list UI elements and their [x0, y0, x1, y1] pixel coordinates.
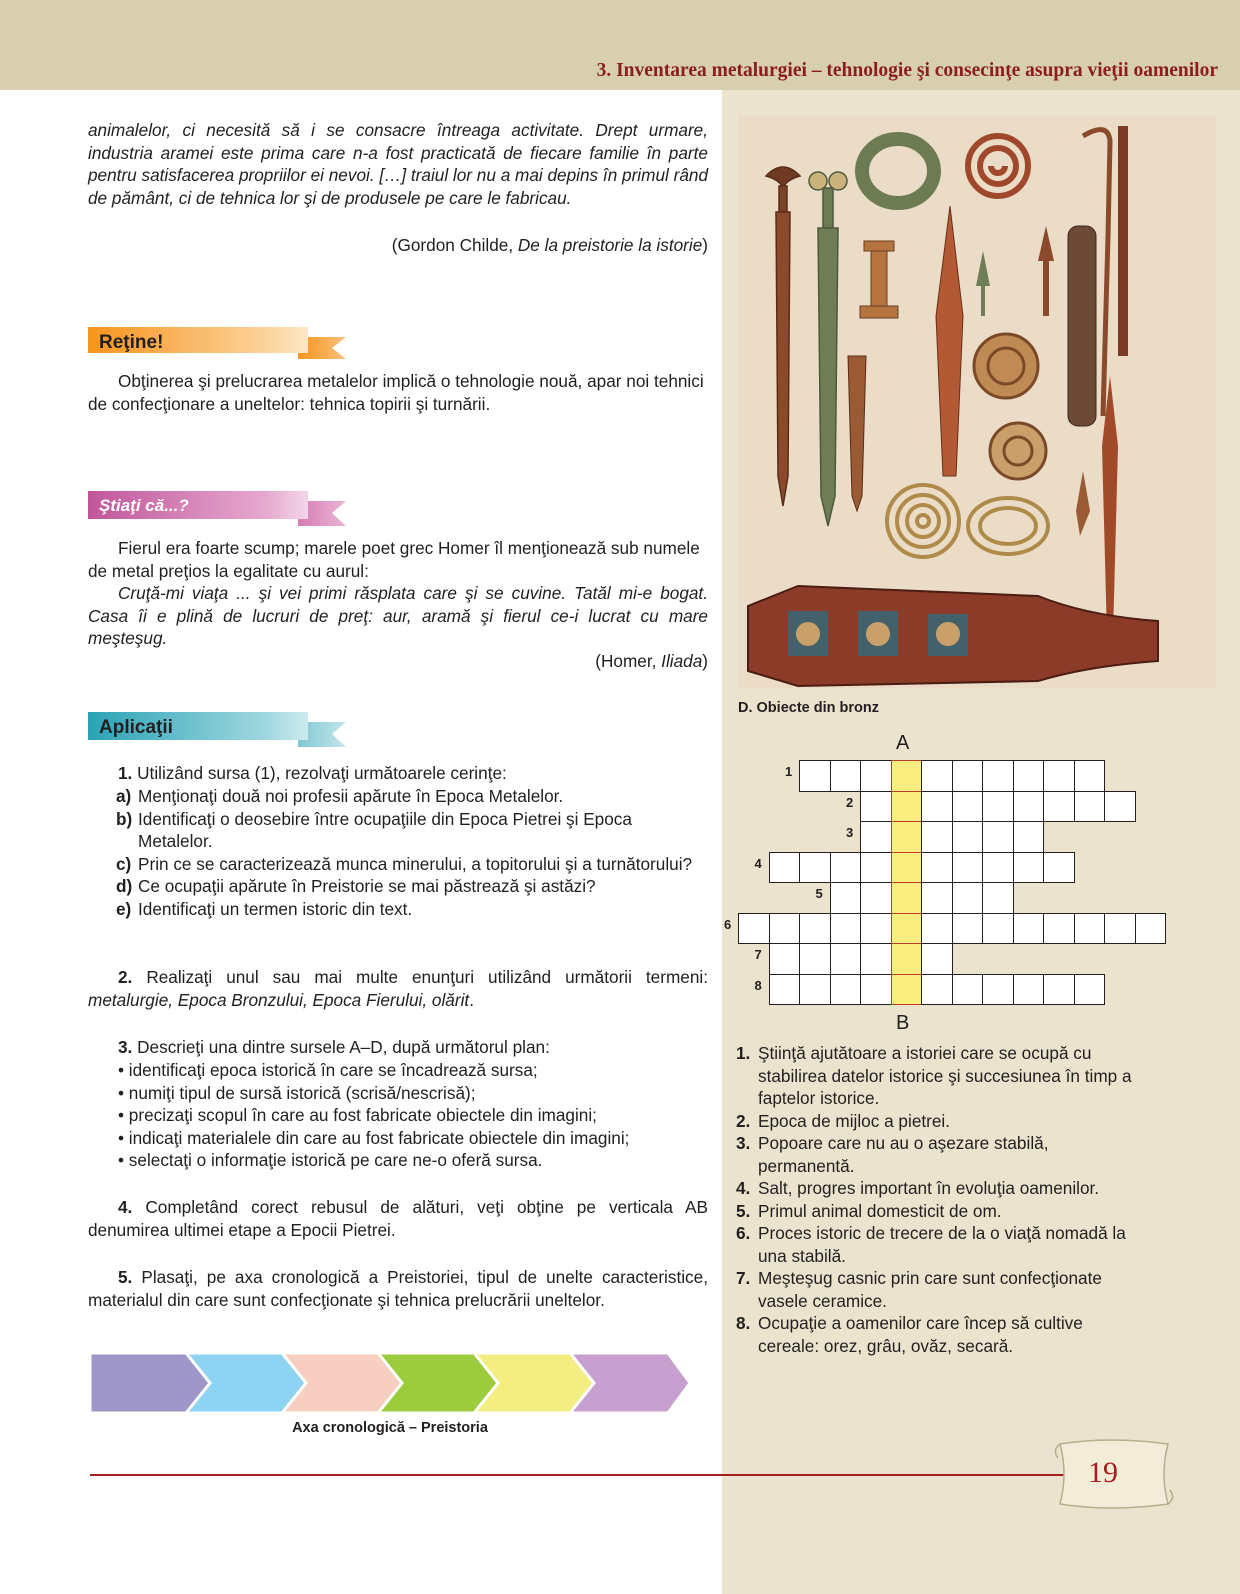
- crossword-cell[interactable]: [952, 913, 984, 945]
- clue-number: 1.: [736, 1043, 751, 1063]
- plan-bullet: • indicaţi materialele din care au fost fabricate obiectele din imagini;: [118, 1127, 630, 1148]
- crossword-cell[interactable]: [921, 821, 953, 853]
- crossword-cell[interactable]: [982, 852, 1014, 884]
- crossword-cell[interactable]: [982, 791, 1014, 823]
- question-4: 4. Completând corect rebusul de alături, veţi obţine pe verticala AB denumirea ultimei etape a Epocii Pietrei.: [88, 1197, 708, 1240]
- crossword-cell[interactable]: [1013, 974, 1045, 1006]
- crossword-clue: [736, 1312, 1146, 1357]
- crossword-cell[interactable]: [1013, 913, 1045, 945]
- crossword-row-number: 5: [815, 886, 823, 901]
- item-text: Ce ocupaţii apărute în Preistorie se mai păstrează şi astăzi?: [138, 876, 596, 896]
- crossword-cell[interactable]: [830, 760, 862, 792]
- item-letter: d): [116, 876, 133, 896]
- stiati-quote: Cruţă-mi viaţa ... şi vei primi răsplata care şi se cuvine. Tatăl mi-e bogat. Casa îi e plină de lucruri de preţ: aur, aramă şi fierul ce-i lucrat cu mare meşteşug.: [88, 583, 708, 648]
- clue-number: 7.: [736, 1268, 751, 1288]
- timeline-arrows: [90, 1353, 700, 1415]
- question-5: 5. Plasaţi, pe axa cronologică a Preistoriei, tipul de unelte caracteristice, materialul din care sunt confecţionate şi tehnica prelucrării uneltelor.: [88, 1267, 708, 1310]
- item-text: Identificaţi un termen istoric din text.: [138, 898, 413, 919]
- crossword-cell[interactable]: [1013, 760, 1045, 792]
- crossword-cell[interactable]: [1104, 913, 1136, 945]
- crossword-row-number: 7: [754, 947, 762, 962]
- clue-text: Proces istoric de trecere de la o viaţă nomadă la una stabilă.: [758, 1223, 1126, 1266]
- question-1-item: [88, 875, 708, 898]
- clue-number: 3.: [736, 1133, 751, 1153]
- crossword-cell[interactable]: [1074, 760, 1106, 792]
- crossword-cell[interactable]: [769, 913, 801, 945]
- crossword-cell[interactable]: [921, 882, 953, 914]
- crossword-label-b: B: [896, 1012, 910, 1034]
- item-letter: b): [116, 808, 133, 829]
- crossword-clue: [736, 1042, 1146, 1110]
- crossword-cell[interactable]: [952, 821, 984, 853]
- crossword-cell[interactable]: [830, 882, 862, 914]
- crossword-label-a: A: [896, 732, 910, 754]
- stiati-source: (Homer, Iliada): [595, 651, 708, 671]
- question-1-item: [88, 808, 708, 853]
- crossword-cell[interactable]: [921, 760, 953, 792]
- clue-number: 4.: [736, 1178, 751, 1198]
- item-text: Prin ce se caracterizează munca minerului, a topitorului şi a turnătorului?: [138, 853, 693, 874]
- crossword-cell[interactable]: [769, 943, 801, 975]
- crossword-cell[interactable]: [860, 821, 892, 853]
- plan-bullet: • identificaţi epoca istorică în care se încadrează sursa;: [118, 1060, 538, 1080]
- crossword-key-cell[interactable]: [891, 821, 923, 853]
- crossword-cell[interactable]: [769, 974, 801, 1006]
- crossword-clue: [736, 1177, 1146, 1200]
- chapter-title: 3. Inventarea metalurgiei – tehnologie şi consecinţe asupra vieţii oamenilor: [596, 60, 1218, 81]
- plan-bullet: • numiţi tipul de sursă istorică (scrisă/nescrisă);: [118, 1082, 476, 1103]
- crossword-cell[interactable]: [1135, 913, 1167, 945]
- crossword-cell[interactable]: [952, 760, 984, 792]
- crossword-cell[interactable]: [921, 913, 953, 945]
- crossword-cell[interactable]: [1104, 791, 1136, 823]
- clue-text: Ocupaţie a oamenilor care încep să cultive cereale: orez, grâu, ovăz, secară.: [758, 1313, 1083, 1356]
- clue-text: Epoca de mijloc a pietrei.: [758, 1110, 951, 1131]
- illustration-caption: D. Obiecte din bronz: [738, 700, 879, 716]
- crossword-cell[interactable]: [952, 791, 984, 823]
- plan-bullet: • precizaţi scopul în care au fost fabricate obiectele din imagini;: [118, 1105, 597, 1125]
- crossword-cell[interactable]: [738, 913, 770, 945]
- crossword-cell[interactable]: [799, 852, 831, 884]
- crossword-cell[interactable]: [921, 791, 953, 823]
- crossword-row-number: 1: [785, 764, 793, 779]
- crossword-clue: [736, 1200, 1146, 1223]
- crossword-cell[interactable]: [921, 943, 953, 975]
- timeline-caption: Axa cronologică – Preistoria: [292, 1420, 488, 1436]
- retine-title: Reţine!: [99, 332, 164, 353]
- crossword-cell[interactable]: [860, 882, 892, 914]
- clue-text: Salt, progres important în evoluţia oamenilor.: [758, 1178, 1100, 1198]
- clue-text: Primul animal domesticit de om.: [758, 1200, 1002, 1221]
- crossword-cell[interactable]: [830, 852, 862, 884]
- crossword-cell[interactable]: [982, 974, 1014, 1006]
- crossword-clue: [736, 1132, 1146, 1177]
- crossword-key-cell[interactable]: [891, 791, 923, 823]
- crossword-cell[interactable]: [921, 852, 953, 884]
- question-1-item: [88, 853, 708, 876]
- page-number: 19: [1088, 1456, 1118, 1489]
- crossword-cell[interactable]: [1013, 852, 1045, 884]
- sheathed-dagger: [1068, 226, 1096, 426]
- plan-bullet: • selectaţi o informaţie istorică pe care ne-o oferă sursa.: [118, 1150, 543, 1170]
- crossword-cell[interactable]: [1074, 791, 1106, 823]
- footer-line: [90, 1474, 1070, 1476]
- item-letter: a): [116, 786, 132, 806]
- crossword-cell[interactable]: [830, 943, 862, 975]
- long-rod: [1118, 126, 1128, 356]
- crossword-cell[interactable]: [952, 852, 984, 884]
- crossword-cell[interactable]: [1074, 913, 1106, 945]
- stiati-banner: [88, 491, 348, 523]
- crossword-key-cell[interactable]: [891, 913, 923, 945]
- crossword-cell[interactable]: [830, 974, 862, 1006]
- crossword-cell[interactable]: [830, 913, 862, 945]
- crossword-cell[interactable]: [1043, 791, 1075, 823]
- crossword-cell[interactable]: [1013, 791, 1045, 823]
- question-1-item: [88, 898, 708, 921]
- crossword-cell[interactable]: [982, 882, 1014, 914]
- retine-text: Obţinerea şi prelucrarea metalelor implică o tehnologie nouă, apar noi tehnici de confecţionare a uneltelor: tehnica topirii şi turnării.: [88, 371, 704, 414]
- crossword-cell[interactable]: [799, 943, 831, 975]
- quote-source: (Gordon Childe, De la preistorie la istorie): [391, 235, 708, 255]
- crossword-cell[interactable]: [982, 913, 1014, 945]
- crossword-cell[interactable]: [921, 974, 953, 1006]
- question-1-item: [88, 785, 708, 808]
- crossword-key-cell[interactable]: [891, 882, 923, 914]
- crossword-clues: [736, 1042, 1146, 1357]
- stiati-text: Fierul era foarte scump; marele poet grec Homer îl menţionează sub numele de metal preţios la egalitate cu aurul:: [88, 538, 700, 581]
- crossword-key-cell[interactable]: [891, 852, 923, 884]
- crossword-clue: [736, 1110, 1146, 1133]
- crossword-cell[interactable]: [799, 760, 831, 792]
- crossword-cell[interactable]: [982, 821, 1014, 853]
- crossword-clue: [736, 1222, 1146, 1267]
- clue-number: 5.: [736, 1200, 751, 1221]
- disc-2: [990, 423, 1046, 479]
- crossword-cell[interactable]: [860, 791, 892, 823]
- clue-number: 2.: [736, 1110, 751, 1131]
- crossword-cell[interactable]: [860, 760, 892, 792]
- crossword-cell[interactable]: [1043, 974, 1075, 1006]
- item-letter: e): [116, 898, 132, 919]
- crossword-cell[interactable]: [1074, 974, 1106, 1006]
- crossword-cell[interactable]: [982, 760, 1014, 792]
- crossword-cell[interactable]: [952, 974, 984, 1006]
- crossword-cell[interactable]: [860, 943, 892, 975]
- crossword-key-cell[interactable]: [891, 760, 923, 792]
- crossword-cell[interactable]: [860, 913, 892, 945]
- aplicatii-title: Aplicaţii: [99, 717, 173, 738]
- item-text: Menţionaţi două noi profesii apărute în Epoca Metalelor.: [138, 786, 564, 806]
- crossword-cell[interactable]: [860, 974, 892, 1006]
- crossword-row-number: 4: [754, 855, 762, 871]
- clue-text: Meşteşug casnic prin care sunt confecţionate vasele ceramice.: [758, 1268, 1102, 1311]
- crossword-row-number: 2: [846, 794, 854, 810]
- crossword-cell[interactable]: [952, 882, 984, 914]
- crossword-cell[interactable]: [799, 913, 831, 945]
- clue-text: Popoare care nu au o aşezare stabilă, permanentă.: [758, 1133, 1049, 1176]
- aplicatii-banner: [88, 712, 348, 744]
- retine-banner: [88, 327, 348, 359]
- question-3: 3. Descrieţi una dintre sursele A–D, după următorul plan:: [118, 1037, 550, 1057]
- source-quote: animalelor, ci necesită să i se consacre întreaga activitate. Drept urmare, industria aramei este prima care n-a fost practicată de fiecare familie în parte pentru satisfacerea propriilor ei nevoi. […] traiul lor nu a mai depins în primul rând de pământ, ci de tehnica lor şi de produsele pe care le fabricau.: [88, 120, 709, 208]
- crossword-cell[interactable]: [1043, 760, 1075, 792]
- question-2: 2. Realizaţi unul sau mai multe enunţuri utilizând următorii termeni: metalurgie, Epoca Bronzului, Epoca Fierului, olărit.: [88, 967, 708, 1010]
- crossword-row-number: 3: [846, 825, 854, 840]
- clue-text: Ştiinţă ajutătoare a istoriei care se ocupă cu stabilirea datelor istorice şi succesiunea în timp a faptelor istorice.: [758, 1043, 1132, 1108]
- clue-number: 8.: [736, 1313, 751, 1333]
- crossword-key-cell[interactable]: [891, 943, 923, 975]
- crossword-cell[interactable]: [1013, 821, 1045, 853]
- crossword-key-cell[interactable]: [891, 974, 923, 1006]
- clue-number: 6.: [736, 1223, 751, 1243]
- item-text: Identificaţi o deosebire între ocupaţiile din Epoca Pietrei şi Epoca Metalelor.: [138, 808, 632, 851]
- crossword-row-number: 6: [724, 916, 732, 932]
- stiati-title: Ştiaţi că...?: [99, 496, 189, 515]
- crossword-cell[interactable]: [799, 974, 831, 1006]
- crossword-cell[interactable]: [769, 852, 801, 884]
- bronze-objects-illustration: [738, 116, 1216, 688]
- disc-1: [974, 334, 1038, 398]
- crossword-cell[interactable]: [1043, 852, 1075, 884]
- item-letter: c): [116, 853, 132, 874]
- question-1-items: [88, 785, 708, 920]
- question-1: 1. Utilizând sursa (1), rezolvaţi următoarele cerinţe:: [118, 763, 507, 783]
- question-3-bullets: [118, 1059, 718, 1172]
- crossword-cell[interactable]: [860, 852, 892, 884]
- crossword-row-number: 8: [754, 977, 762, 993]
- crossword-cell[interactable]: [1043, 913, 1075, 945]
- crossword-clue: [736, 1267, 1146, 1312]
